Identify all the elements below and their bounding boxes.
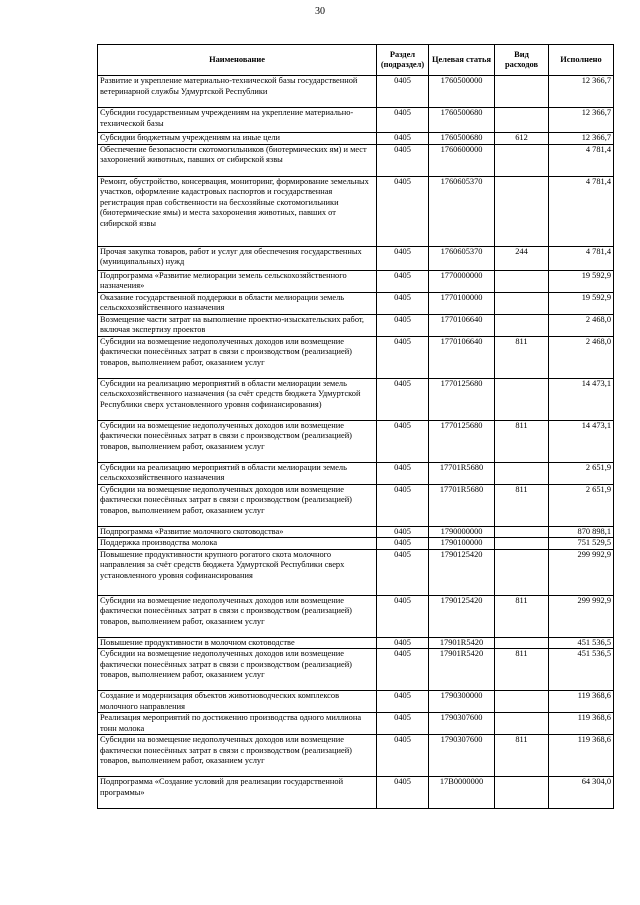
table-row: [98, 735, 614, 777]
row-name: Субсидии на возмещение недополученных доходов или возмещение фактически понесённых затрат в связи с производством (реализацией) товаров, выполнением работ, оказанием услуг: [98, 649, 377, 691]
row-section: 0405: [377, 176, 429, 246]
row-type: [495, 176, 549, 246]
row-section: 0405: [377, 462, 429, 484]
row-name: Субсидии на возмещение недополученных доходов или возмещение фактически понесённых затрат в связи с производством (реализацией) товаров, выполнением работ, оказанием услуг: [98, 484, 377, 526]
row-section: 0405: [377, 735, 429, 777]
row-name: Возмещение части затрат на выполнение проектно-изыскательских работ, включая экспертизу проектов: [98, 314, 377, 336]
table-row: [98, 691, 614, 713]
row-target: 1770100000: [429, 292, 495, 314]
table-row: [98, 144, 614, 176]
row-section: 0405: [377, 420, 429, 462]
row-section: 0405: [377, 538, 429, 550]
row-type: [495, 270, 549, 292]
row-type: [495, 538, 549, 550]
header-name: Наименование: [98, 45, 377, 76]
row-type: [495, 378, 549, 420]
row-section: 0405: [377, 549, 429, 595]
row-type: [495, 314, 549, 336]
row-target: 1760605370: [429, 176, 495, 246]
row-type: [495, 526, 549, 538]
row-name: Обеспечение безопасности скотомогильников (биотермических ям) и мест захоронений животных, павших от сибирской язвы: [98, 144, 377, 176]
row-type: [495, 637, 549, 649]
header-target: Целевая статья: [429, 45, 495, 76]
row-section: 0405: [377, 595, 429, 637]
table-row: [98, 246, 614, 270]
row-type: [495, 292, 549, 314]
row-type: 811: [495, 649, 549, 691]
table-row: [98, 549, 614, 595]
row-executed: 119 368,6: [549, 713, 614, 735]
row-name: Повышение продуктивности крупного рогатого скота молочного направления за счёт средств бюджета Удмуртской Республики сверх установленного уровня софинансирования: [98, 549, 377, 595]
row-name: Ремонт, обустройство, консервация, мониторинг, формирование земельных участков, оформление кадастровых паспортов и государственная регистрация прав собственности на бесхозяйные скотомогильники (биотермические ямы) и места захоронения животных, павших от сибирской язвы: [98, 176, 377, 246]
row-target: 1790125420: [429, 595, 495, 637]
row-type: 811: [495, 595, 549, 637]
row-target: 17В0000000: [429, 777, 495, 809]
table-row: [98, 713, 614, 735]
row-executed: 451 536,5: [549, 649, 614, 691]
table-row: [98, 314, 614, 336]
row-name: Субсидии на реализацию мероприятий в области мелиорации земель сельскохозяйственного назначения: [98, 462, 377, 484]
row-name: Развитие и укрепление материально-технической базы государственной ветеринарной службы Удмуртской Республики: [98, 76, 377, 108]
table-row: [98, 538, 614, 550]
row-name: Субсидии на возмещение недополученных доходов или возмещение фактически понесённых затрат в связи с производством (реализацией) товаров, выполнением работ, оказанием услуг: [98, 336, 377, 378]
row-executed: 19 592,9: [549, 292, 614, 314]
table-row: [98, 649, 614, 691]
row-executed: 119 368,6: [549, 691, 614, 713]
row-name: Субсидии бюджетным учреждениям на иные цели: [98, 133, 377, 145]
row-executed: 2 651,9: [549, 462, 614, 484]
table-row: [98, 777, 614, 809]
row-executed: 19 592,9: [549, 270, 614, 292]
row-name: Повышение продуктивности в молочном скотоводстве: [98, 637, 377, 649]
row-section: 0405: [377, 144, 429, 176]
row-target: 1760500000: [429, 76, 495, 108]
table-row: [98, 526, 614, 538]
row-type: [495, 691, 549, 713]
row-name: Субсидии на возмещение недополученных доходов или возмещение фактически понесённых затрат в связи с производством (реализацией) товаров, выполнением работ, оказанием услуг: [98, 735, 377, 777]
row-executed: 14 473,1: [549, 420, 614, 462]
row-section: 0405: [377, 133, 429, 145]
row-executed: 2 651,9: [549, 484, 614, 526]
row-target: 17701R5680: [429, 484, 495, 526]
row-name: Поддержка производства молока: [98, 538, 377, 550]
row-section: 0405: [377, 526, 429, 538]
row-name: Субсидии на возмещение недополученных доходов или возмещение фактически понесённых затрат в связи с производством (реализацией) товаров, выполнением работ, оказанием услуг: [98, 595, 377, 637]
table-row: [98, 76, 614, 108]
row-type: [495, 713, 549, 735]
row-executed: 12 366,7: [549, 76, 614, 108]
row-section: 0405: [377, 484, 429, 526]
row-executed: 119 368,6: [549, 735, 614, 777]
row-name: Реализация мероприятий по достижению производства одного миллиона тонн молока: [98, 713, 377, 735]
row-name: Субсидии на возмещение недополученных доходов или возмещение фактически понесённых затрат в связи с производством (реализацией) товаров, выполнением работ, оказанием услуг: [98, 420, 377, 462]
header-section: Раздел (подраздел): [377, 45, 429, 76]
row-name: Подпрограмма «Развитие мелиорации земель сельскохозяйственного назначения»: [98, 270, 377, 292]
row-type: [495, 144, 549, 176]
table-row: [98, 108, 614, 133]
row-executed: 64 304,0: [549, 777, 614, 809]
table-row: [98, 420, 614, 462]
row-type: [495, 76, 549, 108]
row-section: 0405: [377, 270, 429, 292]
row-type: 811: [495, 484, 549, 526]
row-type: 244: [495, 246, 549, 270]
row-type: 612: [495, 133, 549, 145]
row-section: 0405: [377, 314, 429, 336]
row-target: 1770106640: [429, 314, 495, 336]
table-row: [98, 462, 614, 484]
page-number: 30: [315, 6, 325, 17]
table-row: [98, 336, 614, 378]
row-target: 17701R5680: [429, 462, 495, 484]
table-row: [98, 595, 614, 637]
row-section: 0405: [377, 76, 429, 108]
table-row: [98, 270, 614, 292]
row-target: 1760600000: [429, 144, 495, 176]
row-section: 0405: [377, 713, 429, 735]
row-target: 17901R5420: [429, 637, 495, 649]
row-section: 0405: [377, 246, 429, 270]
row-executed: 4 781,4: [549, 176, 614, 246]
table-header-row: [98, 45, 614, 76]
table-row: [98, 637, 614, 649]
row-target: 1790000000: [429, 526, 495, 538]
row-target: 1790125420: [429, 549, 495, 595]
header-executed: Исполнено: [549, 45, 614, 76]
row-section: 0405: [377, 108, 429, 133]
row-section: 0405: [377, 691, 429, 713]
row-type: 811: [495, 735, 549, 777]
row-name: Оказание государственной поддержки в области мелиорации земель сельскохозяйственного назначения: [98, 292, 377, 314]
row-section: 0405: [377, 637, 429, 649]
row-target: 1770125680: [429, 420, 495, 462]
row-target: 1770000000: [429, 270, 495, 292]
row-target: 1760605370: [429, 246, 495, 270]
row-executed: 299 992,9: [549, 595, 614, 637]
row-section: 0405: [377, 378, 429, 420]
table-row: [98, 484, 614, 526]
row-type: [495, 108, 549, 133]
row-target: 1760500680: [429, 133, 495, 145]
row-executed: 2 468,0: [549, 314, 614, 336]
row-executed: 4 781,4: [549, 144, 614, 176]
row-type: [495, 777, 549, 809]
row-target: 1790307600: [429, 735, 495, 777]
row-name: Создание и модернизация объектов животноводческих комплексов молочного направления: [98, 691, 377, 713]
row-name: Прочая закупка товаров, работ и услуг для обеспечения государственных (муниципальных) нужд: [98, 246, 377, 270]
row-target: 1790300000: [429, 691, 495, 713]
row-name: Субсидии на реализацию мероприятий в области мелиорации земель сельскохозяйственного назначения (за счёт средств бюджета Удмуртской Республики сверх установленного уровня софинансирования): [98, 378, 377, 420]
table-row: [98, 292, 614, 314]
row-type: 811: [495, 420, 549, 462]
row-target: 1760500680: [429, 108, 495, 133]
row-target: 1770125680: [429, 378, 495, 420]
row-executed: 12 366,7: [549, 108, 614, 133]
table-body: [98, 76, 614, 809]
row-executed: 870 898,1: [549, 526, 614, 538]
row-section: 0405: [377, 649, 429, 691]
row-executed: 12 366,7: [549, 133, 614, 145]
row-section: 0405: [377, 777, 429, 809]
row-name: Подпрограмма «Развитие молочного скотоводства»: [98, 526, 377, 538]
row-executed: 751 529,5: [549, 538, 614, 550]
row-target: 1790307600: [429, 713, 495, 735]
table-row: [98, 378, 614, 420]
row-executed: 4 781,4: [549, 246, 614, 270]
row-section: 0405: [377, 292, 429, 314]
row-type: [495, 549, 549, 595]
row-type: [495, 462, 549, 484]
table-row: [98, 176, 614, 246]
row-executed: 451 536,5: [549, 637, 614, 649]
header-type: Вид расходов: [495, 45, 549, 76]
row-target: 1770106640: [429, 336, 495, 378]
row-target: 1790100000: [429, 538, 495, 550]
table-row: [98, 133, 614, 145]
row-type: 811: [495, 336, 549, 378]
row-executed: 299 992,9: [549, 549, 614, 595]
row-executed: 14 473,1: [549, 378, 614, 420]
row-section: 0405: [377, 336, 429, 378]
row-name: Подпрограмма «Создание условий для реализации государственной программы»: [98, 777, 377, 809]
row-executed: 2 468,0: [549, 336, 614, 378]
budget-table: [97, 44, 614, 809]
row-target: 17901R5420: [429, 649, 495, 691]
row-name: Субсидии государственным учреждениям на укрепление материально-технической базы: [98, 108, 377, 133]
